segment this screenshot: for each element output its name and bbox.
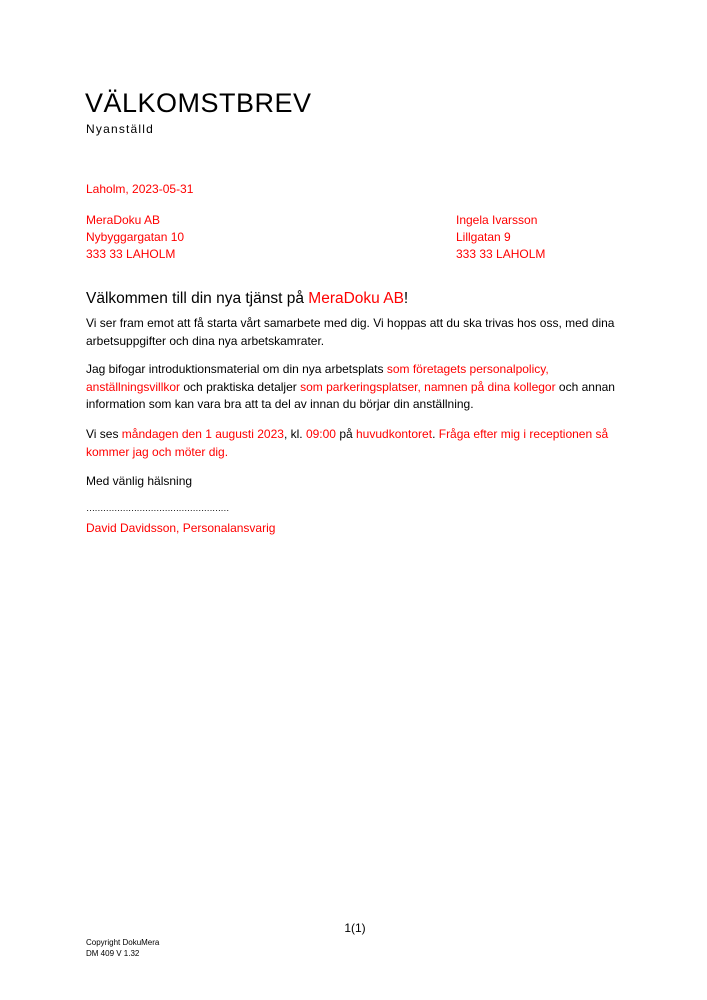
p3-text-4: . xyxy=(432,427,439,441)
p2-text-2: och praktiska detaljer xyxy=(180,379,301,394)
heading-text: Välkommen till din nya tjänst på xyxy=(86,290,309,307)
p3-text-2: , kl. xyxy=(283,427,306,441)
footer-doc-id: DM 409 V 1.32 xyxy=(86,949,140,958)
p3-time: 09:00 xyxy=(305,427,336,441)
p3-date: måndagen den 1 augusti 2023 xyxy=(121,427,284,441)
place-date: Laholm, 2023-05-31 xyxy=(86,182,194,196)
signer-name: David Davidsson, Personalansvarig xyxy=(86,521,276,535)
signature-line: …………………………………………… xyxy=(86,503,229,513)
document-title: VÄLKOMSTBREV xyxy=(85,88,312,118)
paragraph-intro: Vi ser fram emot att få starta vårt samarbete med dig. Vi hoppas att du ska trivas hos oss, med dina arbetsuppgifter och dina nya arbetskamrater. xyxy=(86,316,615,348)
footer xyxy=(86,937,159,959)
heading-company: MeraDoku AB xyxy=(308,290,404,307)
recipient-name: Ingela Ivarsson xyxy=(456,213,538,227)
heading-exclamation: ! xyxy=(403,290,409,307)
sender-postal: 333 33 LAHOLM xyxy=(86,247,176,261)
p3-text-1: Vi ses xyxy=(86,427,122,441)
sender-address xyxy=(86,212,184,263)
recipient-address xyxy=(456,212,545,263)
sender-street: Nybyggargatan 10 xyxy=(86,230,185,244)
recipient-postal: 333 33 LAHOLM xyxy=(456,247,546,261)
p3-text-3: på xyxy=(335,427,356,441)
letter-heading xyxy=(86,290,408,308)
p3-location: huvudkontoret xyxy=(356,427,433,441)
paragraph-first-day xyxy=(86,426,631,461)
paragraph-materials xyxy=(86,361,631,414)
p2-highlight-1: som företagets personalpolicy, anställningsvillkor xyxy=(86,362,549,394)
page-number: 1(1) xyxy=(344,921,366,935)
p3-instructions: Fråga efter mig i receptionen så kommer jag och möter dig. xyxy=(86,427,609,459)
footer-copyright: Copyright DokuMera xyxy=(86,938,160,947)
p2-highlight-2: som parkeringsplatser, namnen på dina kollegor xyxy=(300,379,556,394)
p2-text-3: och annan information som kan vara bra att ta del av innan du börjar din anställning. xyxy=(86,379,615,411)
p2-text-1: Jag bifogar introduktionsmaterial om din nya arbetsplats xyxy=(86,362,387,376)
document-subtitle: Nyanställd xyxy=(86,122,155,136)
recipient-street: Lillgatan 9 xyxy=(456,230,511,244)
closing-greeting: Med vänlig hälsning xyxy=(86,474,193,488)
sender-company: MeraDoku AB xyxy=(86,213,161,227)
